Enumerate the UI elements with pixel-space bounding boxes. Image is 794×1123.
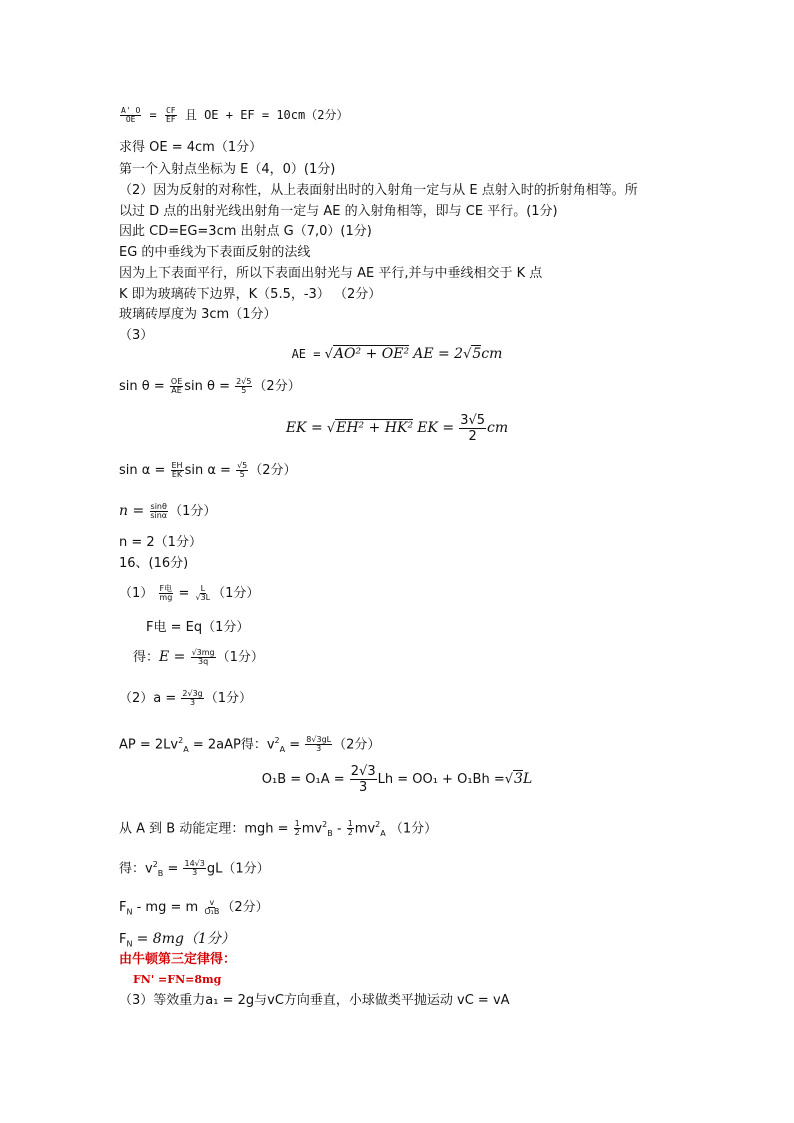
equation-o1b: O₁B = O₁A = $\frac{2√3}{3}$ Lh = OO₁ + O₁Bh =√3L <box>261 764 533 795</box>
line-first-point: 第一个入射点坐标为 E（4，0）(1分) <box>119 162 336 177</box>
question-16-header: 16、(16分) <box>119 556 189 571</box>
fraction-2root3g-3: $\frac{2√3g}{3}$ <box>182 689 203 707</box>
equation-n-ratio: n = $\frac{\sin\theta}{\sin\alpha}$ （1分） <box>119 502 217 520</box>
fraction-14root3-3: $\frac{14√3}{3}$ <box>184 859 205 878</box>
fraction-root3mg-3q: $\frac{√3mg}{3q}$ <box>191 648 215 666</box>
equation-f-eq: F电 = Eq（1分） <box>146 620 250 635</box>
line-parallel: 因为上下表面平行，所以下表面出射光与 AE 平行,并与中垂线相交于 K 点 <box>119 266 543 281</box>
equation-ap: AP = $2Lv^2_A = 2aAP$得：$v^2_A$ = $\frac{8√3gL}{3}$ （2分） <box>119 735 381 754</box>
equation-p1-ratio: （1） $\frac{\text{F电}}{mg}$ = $\frac{L}{√3L}$ （1分） <box>119 584 260 602</box>
line-ratio: $\frac{A' O}{OE}$ = $\frac{CF}{EF}$ 且 OE + EF = 10cm（2分） <box>121 106 349 124</box>
fraction-f-mg: $\frac{\text{F电}}{mg}$ <box>159 584 173 602</box>
line-part3-label: （3） <box>119 328 154 343</box>
equation-sin-alpha: sin α = $\frac{EH}{EK}$ sin α = $\frac{√5}{5}$ （2分） <box>119 461 297 479</box>
fraction-cf-ef: $\frac{CF}{EF}$ <box>165 106 176 124</box>
equation-ae: AE = √AO² + OE² AE = 2√5cm <box>291 346 503 362</box>
line-normal: EG 的中垂线为下表面反射的法线 <box>119 245 311 260</box>
equation-sin-theta: sin θ = $\frac{OE}{AE}$ sin θ = $\frac{2√5}{5}$ （2分） <box>119 377 301 395</box>
fraction-vb2-o1b: $\frac{v}{\text{O₁B}}$ <box>204 898 220 916</box>
equation-normal-force: $F_N$ - mg = m $\frac{v}{\text{O₁B}}$ （2分） <box>119 898 269 917</box>
fraction-root5-5: $\frac{√5}{5}$ <box>237 461 248 479</box>
fraction-ao-oe: $\frac{A' O}{OE}$ <box>121 106 141 124</box>
fraction-8root3gl-3: $\frac{8√3gL}{3}$ <box>306 735 332 754</box>
equation-e-field: 得：E = $\frac{√3mg}{3q}$ （1分） <box>133 648 264 666</box>
line-part3-motion: （3）等效重力a₁ = 2g与vC方向垂直，小球做类平抛运动 vC = vA <box>119 993 510 1008</box>
equation-kinetic-energy: 从 A 到 B 动能定理：mgh = $\frac{1}{2}$ $mv^2_B$ - $\frac{1}{2}$ $mv^2_A$ （1分） <box>119 819 438 838</box>
fraction-oe-ae: $\frac{OE}{AE}$ <box>170 377 183 395</box>
fraction-half-b: $\frac{1}{2}$ <box>294 819 300 838</box>
line-part2-a: （2）因为反射的对称性，从上表面射出时的入射角一定与从 E 点射入时的折射角相等。所 <box>119 183 638 198</box>
equation-vb: 得：$v^2_B$ = $\frac{14√3}{3}$ gL（1分） <box>119 859 270 878</box>
fraction-3root5-2: $\frac{3√5}{2}$ <box>460 413 486 444</box>
line-thickness: 玻璃砖厚度为 3cm（1分） <box>119 307 277 322</box>
fraction-l-root3l: $\frac{L}{√3L}$ <box>195 584 211 602</box>
equation-ek: EK = √EH² + HK² EK = $\frac{3√5}{2}$ cm <box>285 413 509 444</box>
line-k-point: K 即为玻璃砖下边界，K（5.5，-3） （2分） <box>119 287 382 302</box>
equation-fn-value: $F_N = 8mg(1$分） <box>119 931 235 949</box>
fraction-eh-ek: $\frac{EH}{EK}$ <box>171 461 183 479</box>
equation-n-value: n = 2（1分） <box>119 535 202 550</box>
line-oe-result: 求得 OE = 4cm（1分） <box>119 140 263 155</box>
fraction-sin-ratio: $\frac{\sin\theta}{\sin\alpha}$ <box>150 502 168 520</box>
line-part2-b: 以过 D 点的出射光线出射角一定与 AE 的入射角相等，即与 CE 平行。(1分) <box>119 204 558 219</box>
line-cd-eg: 因此 CD=EG=3cm 出射点 G（7,0）(1分) <box>119 224 372 239</box>
newton-third-law-heading: 由牛顿第三定律得： <box>119 952 237 967</box>
equation-acceleration: （2）a = $\frac{2√3g}{3}$ （1分） <box>119 689 253 707</box>
fraction-2root3-3: $\frac{2√3}{3}$ <box>350 764 376 795</box>
fraction-2root5-5: $\frac{2√5}{5}$ <box>236 377 252 395</box>
newton-third-law-equation: FN' =FN=8mg <box>133 973 222 986</box>
fraction-half-a: $\frac{1}{2}$ <box>347 819 353 838</box>
